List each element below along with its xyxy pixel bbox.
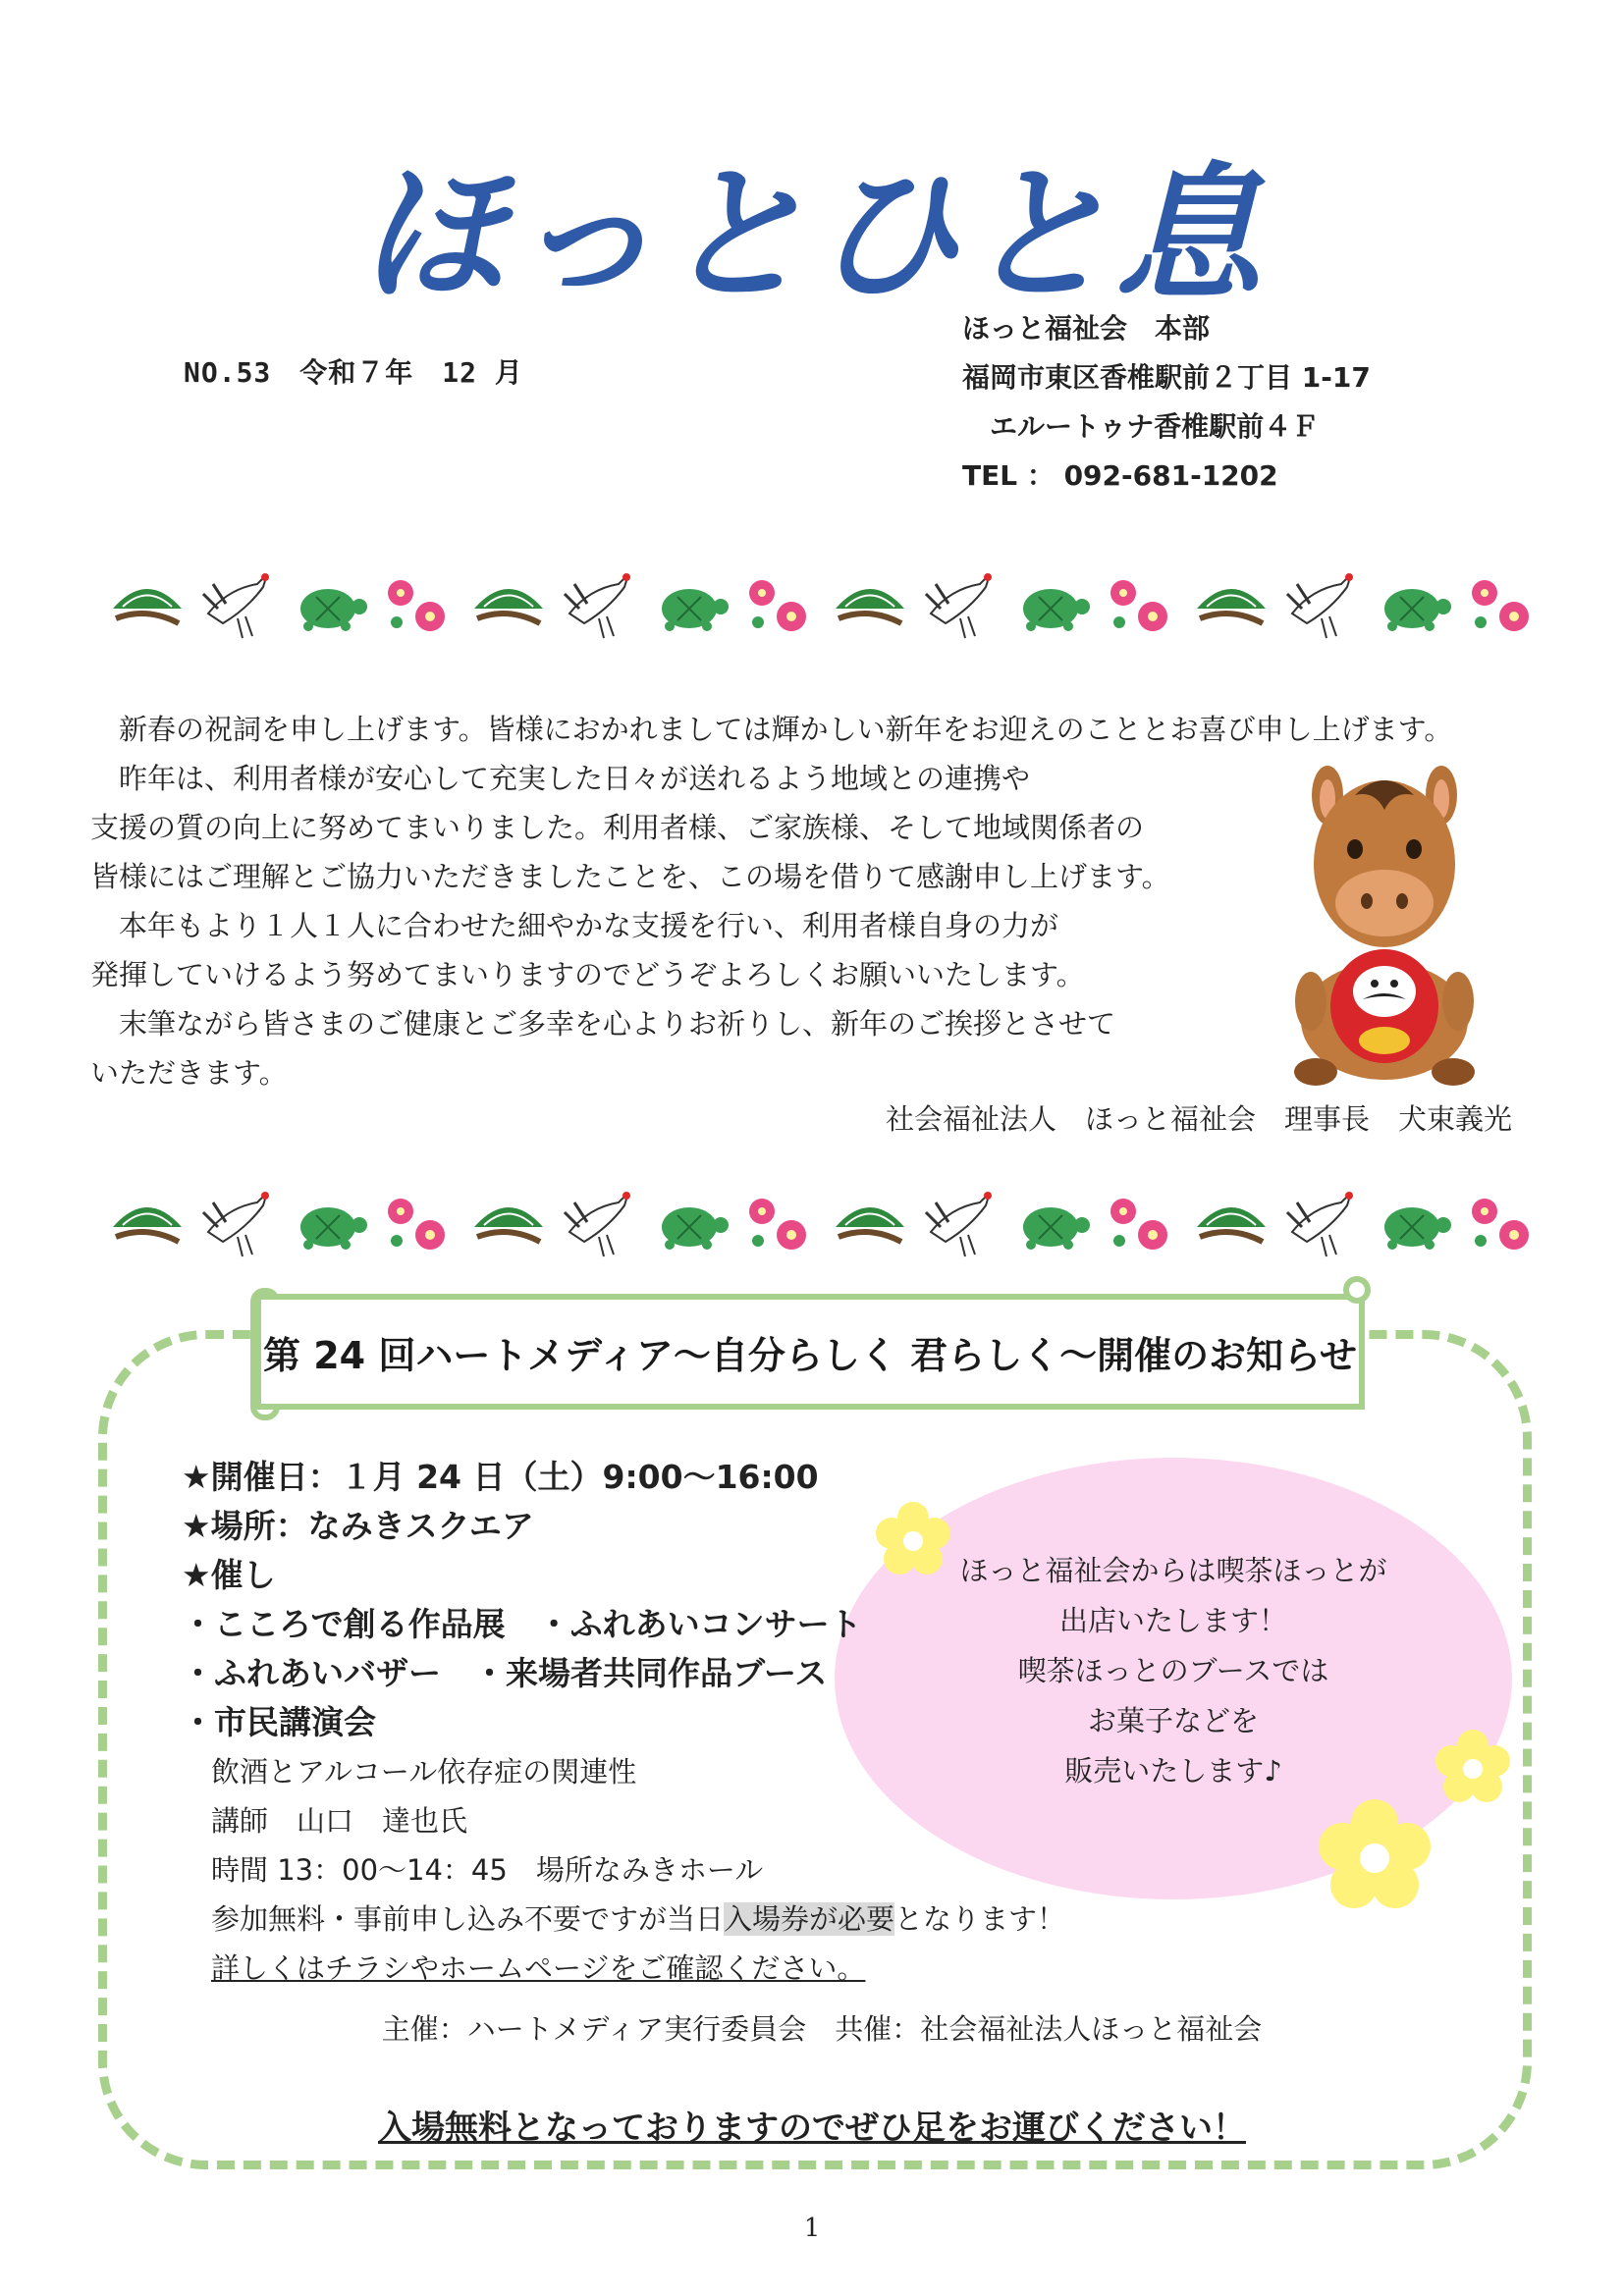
pine-icon — [1197, 589, 1266, 623]
newsletter-title: ほっとひと息 — [357, 150, 1266, 321]
crane-icon — [926, 1192, 992, 1256]
plum-blossom-icon — [1472, 580, 1529, 631]
greeting-line: 本年もより１人１人に合わせた細やかな支援を行い、利用者様自身の力が — [90, 909, 1059, 942]
pine-icon — [474, 1207, 543, 1242]
new-year-border-top — [98, 569, 1551, 648]
lecture-time-place: 時間 13：00～14：45 場所なみきホール — [211, 1853, 764, 1887]
notice-text: となります！ — [894, 1902, 1066, 1936]
address-building: エルートゥナ香椎駅前４Ｆ — [962, 410, 1320, 443]
pine-icon — [1197, 1207, 1266, 1242]
greeting-line: 皆様にはご理解とご協力いただきましたことを、この場を借りて感謝申し上げます。 — [90, 860, 1170, 893]
greeting-line: いただきます。 — [90, 1056, 288, 1090]
plum-blossom-icon — [388, 580, 445, 631]
crane-icon — [203, 1192, 269, 1256]
event-details — [182, 1453, 1065, 1993]
greeting-line: 新春の祝詞を申し上げます。皆様におかれましては輝かしい新年をお迎えのこととお喜び申し上げます。 — [90, 713, 1453, 746]
new-year-border-bottom — [98, 1188, 1551, 1266]
greeting-line: 発揮していけるよう努めてまいりますのでどうぞよろしくお願いいたします。 — [90, 958, 1085, 991]
cafe-line: 出店いたします！ — [1058, 1604, 1287, 1637]
pine-icon — [836, 1207, 904, 1242]
plum-blossom-icon — [749, 580, 806, 631]
admission-notice — [182, 1895, 1065, 1944]
crane-icon — [926, 573, 992, 638]
issue-number: NO.53 令和７年 12 月 — [184, 356, 523, 389]
cafe-line: ほっと福祉会からは喫茶ほっとが — [959, 1554, 1387, 1587]
greeting-line: 末筆ながら皆さまのご健康とご多幸を心よりお祈りし、新年のご挨拶とさせて — [90, 1007, 1116, 1041]
event-program-line: ・ふれあいバザー ・来場者共同作品ブース — [182, 1654, 828, 1692]
flower-icon — [1316, 1796, 1434, 1918]
turtle-icon — [1384, 589, 1451, 631]
cafe-line: 喫茶ほっとのブースでは — [1017, 1654, 1329, 1687]
turtle-icon — [1384, 1207, 1451, 1250]
horse-illustration — [1286, 756, 1483, 1090]
details-link[interactable]: 詳しくはチラシやホームページをご確認ください。 — [211, 1951, 866, 1985]
notice-highlight: 入場券が必要 — [724, 1902, 895, 1936]
turtle-icon — [662, 1207, 729, 1250]
crane-icon — [1287, 573, 1353, 638]
event-date: ★開催日：１月 24 日（土）9:00～16:00 — [182, 1458, 819, 1496]
event-program-line: ・市民講演会 — [182, 1703, 376, 1741]
address-block — [962, 304, 1371, 501]
plum-blossom-icon — [749, 1199, 806, 1250]
crane-icon — [203, 573, 269, 638]
turtle-icon — [300, 589, 367, 631]
closing-message: 入場無料となっておりますのでぜひ足をお運びください！ — [378, 2109, 1246, 2148]
turtle-icon — [1023, 1207, 1090, 1250]
plum-blossom-icon — [1110, 580, 1167, 631]
plum-blossom-icon — [388, 1199, 445, 1250]
address-tel: TEL ： 092-681-1202 — [962, 459, 1278, 492]
event-place: ★場所：なみきスクエア — [182, 1507, 534, 1545]
lecturer: 講師 山口 達也氏 — [211, 1804, 468, 1838]
cafe-line: 販売いたします♪ — [1064, 1754, 1282, 1788]
greeting-line: 昨年は、利用者様が安心して充実した日々が送れるよう地域との連携や — [90, 762, 1031, 795]
event-program-line: ・こころで創る作品展 ・ふれあいコンサート — [182, 1605, 862, 1643]
pine-icon — [474, 589, 543, 623]
event-program-label: ★催し — [182, 1556, 276, 1594]
notice-text: 参加無料・事前申し込み不要ですが当日 — [211, 1902, 725, 1936]
plum-blossom-icon — [1110, 1199, 1167, 1250]
page-number: 1 — [803, 2214, 821, 2243]
pine-icon — [836, 589, 904, 623]
cafe-line: お菓子などを — [1087, 1704, 1259, 1737]
signature: 社会福祉法人 ほっと福祉会 理事長 犬束義光 — [885, 1102, 1512, 1136]
pine-icon — [113, 589, 182, 623]
crane-icon — [565, 573, 630, 638]
crane-icon — [565, 1192, 630, 1256]
event-banner: 第 24 回ハートメディア～自分らしく 君らしく～開催のお知らせ — [255, 1294, 1365, 1410]
organizer: 主催：ハートメディア実行委員会 共催：社会福祉法人ほっと福祉会 — [381, 2012, 1263, 2046]
address-street: 福岡市東区香椎駅前２丁目 1-17 — [962, 361, 1371, 394]
banner-scroll-right — [1343, 1276, 1371, 1304]
lecture-topic: 飲酒とアルコール依存症の関連性 — [211, 1755, 637, 1789]
pine-icon — [113, 1207, 182, 1242]
plum-blossom-icon — [1472, 1199, 1529, 1250]
greeting-line: 支援の質の向上に努めてまいりました。利用者様、ご家族様、そして地域関係者の — [90, 811, 1145, 844]
turtle-icon — [1023, 589, 1090, 631]
address-org: ほっと福祉会 本部 — [962, 312, 1211, 345]
turtle-icon — [300, 1207, 367, 1250]
turtle-icon — [662, 589, 729, 631]
crane-icon — [1287, 1192, 1353, 1256]
